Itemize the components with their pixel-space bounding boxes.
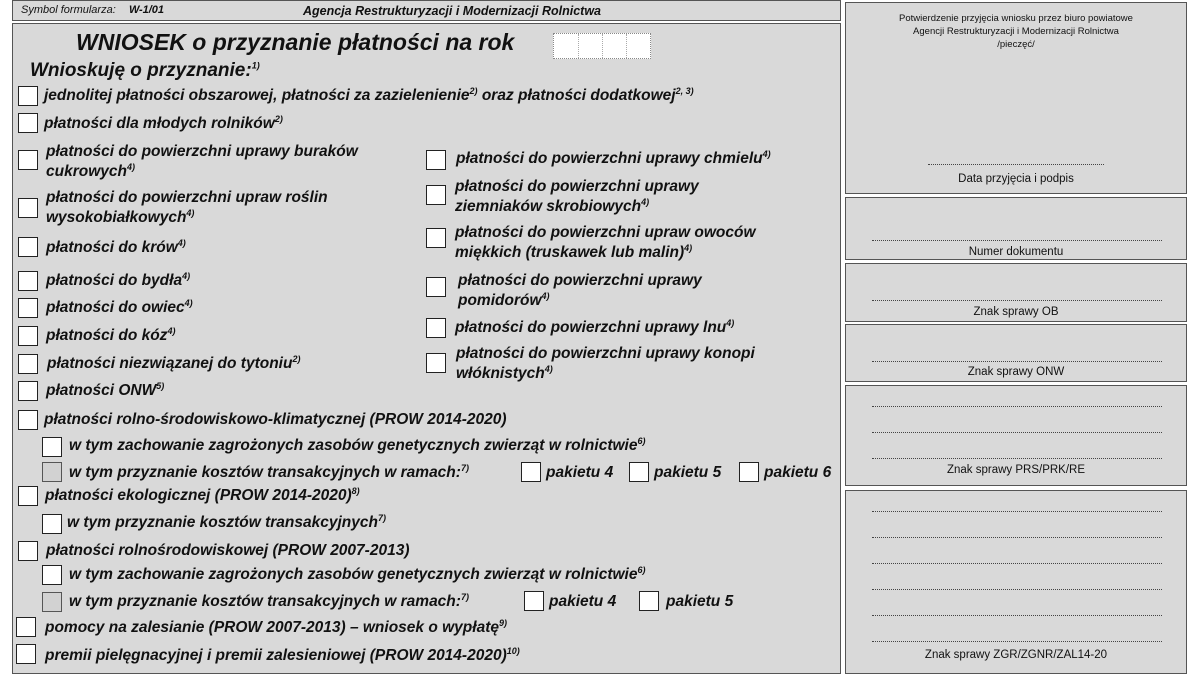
- checkbox-genetic-resources-2014[interactable]: [42, 437, 62, 457]
- document-number-box: [845, 197, 1187, 260]
- date-signature-label: Data przyjęcia i podpis: [958, 173, 1074, 185]
- checkbox-goats[interactable]: [18, 326, 38, 346]
- case-zgr-box: [845, 490, 1187, 674]
- checkbox-cattle[interactable]: [18, 271, 38, 291]
- case-zgr-field-5[interactable]: [872, 615, 1162, 616]
- checkbox-cows[interactable]: [18, 237, 38, 257]
- case-ob-field[interactable]: [872, 300, 1162, 301]
- checkbox-hemp[interactable]: [426, 353, 446, 373]
- checkbox-sheep[interactable]: [18, 298, 38, 318]
- checkbox-agri-env-climate[interactable]: [18, 410, 38, 430]
- option-package-5: pakietu 5: [654, 464, 722, 481]
- checkbox-transaction-costs-2007[interactable]: [42, 592, 62, 612]
- option-flax: płatności do powierzchni uprawy lnu$^{4)}$: [455, 317, 735, 336]
- option-genetic-resources-2007: w tym zachowanie zagrożonych zasobów genetycznych zwierząt w rolnictwie$^{6)}$: [69, 564, 646, 583]
- case-onw-box: [845, 324, 1187, 382]
- case-zgr-field-3[interactable]: [872, 563, 1162, 564]
- case-prs-field-3[interactable]: [872, 458, 1162, 459]
- form-header: [12, 0, 841, 21]
- year-field[interactable]: [553, 33, 651, 59]
- option-organic-transaction-costs: w tym przyznanie kosztów transakcyjnych$^{7)}$: [67, 512, 386, 531]
- option-sheep: płatności do owiec$^{4)}$: [46, 297, 193, 316]
- option-hemp: płatności do powierzchni uprawy konopi włóknistych$^{4)}$: [456, 345, 755, 382]
- option-goats: płatności do kóz$^{4)}$: [46, 325, 176, 344]
- case-zgr-label: Znak sprawy ZGR/ZGNR/ZAL14-20: [924, 649, 1108, 661]
- checkbox-package-4-2007[interactable]: [524, 591, 544, 611]
- option-agri-env-climate: płatności rolno-środowiskowo-klimatycznej (PROW 2014-2020): [44, 411, 507, 428]
- checkbox-single-area-payment[interactable]: [18, 86, 38, 106]
- option-starch-potatoes: płatności do powierzchni uprawy ziemniaków skrobiowych$^{4)}$: [455, 178, 699, 215]
- checkbox-organic[interactable]: [18, 486, 38, 506]
- option-package-6: pakietu 6: [764, 464, 832, 481]
- case-zgr-field-4[interactable]: [872, 589, 1162, 590]
- checkbox-package-5-2007[interactable]: [639, 591, 659, 611]
- receipt-caption: Potwierdzenie przyjęcia wniosku przez biuro powiatowe Agencji Restrukturyzacji i Modernizacji Rolnictwa /pieczęć/: [899, 13, 1133, 50]
- receipt-stamp-box: [845, 2, 1187, 194]
- case-zgr-field-1[interactable]: [872, 511, 1162, 512]
- case-onw-label: Znak sprawy ONW: [967, 366, 1065, 378]
- option-package-5-2007: pakietu 5: [666, 593, 734, 610]
- checkbox-flax[interactable]: [426, 318, 446, 338]
- checkbox-hops[interactable]: [426, 150, 446, 170]
- checkbox-package-6[interactable]: [739, 462, 759, 482]
- option-agri-env: płatności rolnośrodowiskowej (PROW 2007-2013): [46, 542, 410, 559]
- checkbox-package-5[interactable]: [629, 462, 649, 482]
- option-genetic-resources-2014: w tym zachowanie zagrożonych zasobów genetycznych zwierząt w rolnictwie$^{6)}$: [69, 435, 646, 454]
- checkbox-protein-crops[interactable]: [18, 198, 38, 218]
- case-zgr-field-6[interactable]: [872, 641, 1162, 642]
- symbol-label: Symbol formularza:: [21, 4, 116, 16]
- option-protein-crops: płatności do powierzchni upraw roślin wysokobiałkowych$^{4)}$: [46, 189, 328, 226]
- checkbox-young-farmers[interactable]: [18, 113, 38, 133]
- document-number-label: Numer dokumentu: [968, 246, 1064, 258]
- checkbox-package-4[interactable]: [521, 462, 541, 482]
- option-onw: płatności ONW$^{5)}$: [46, 380, 165, 399]
- checkbox-agri-env[interactable]: [18, 541, 38, 561]
- case-ob-label: Znak sprawy OB: [973, 306, 1059, 318]
- checkbox-onw[interactable]: [18, 381, 38, 401]
- case-prs-field-1[interactable]: [872, 406, 1162, 407]
- option-transaction-costs-2014: w tym przyznanie kosztów transakcyjnych w ramach:$^{7)}$: [69, 462, 469, 481]
- checkbox-starch-potatoes[interactable]: [426, 185, 446, 205]
- option-transaction-costs-2007: w tym przyznanie kosztów transakcyjnych w ramach:$^{7)}$: [69, 591, 469, 610]
- option-hops: płatności do powierzchni uprawy chmielu$^{4)}$: [456, 148, 771, 167]
- option-package-4-2007: pakietu 4: [549, 593, 617, 610]
- document-number-field[interactable]: [872, 240, 1162, 241]
- checkbox-tobacco[interactable]: [18, 354, 38, 374]
- checkbox-premiums[interactable]: [16, 644, 36, 664]
- option-soft-fruits: płatności do powierzchni upraw owoców miękkich (truskawek lub malin)$^{4)}$: [455, 224, 756, 261]
- option-package-4: pakietu 4: [546, 464, 614, 481]
- option-premiums: premii pielęgnacyjnej i premii zalesieniowej (PROW 2014-2020)$^{10)}$: [45, 645, 520, 664]
- option-organic: płatności ekologicznej (PROW 2014-2020)$^{8)}$: [45, 485, 360, 504]
- case-prs-field-2[interactable]: [872, 432, 1162, 433]
- case-zgr-field-2[interactable]: [872, 537, 1162, 538]
- option-single-area-payment: jednolitej płatności obszarowej, płatności za zazielenienie$^{2)}$ oraz płatności dodatkowej$^{2, 3)}$: [44, 85, 694, 104]
- option-cows: płatności do krów$^{4)}$: [46, 237, 186, 256]
- request-label: Wnioskuję o przyznanie:$^{1)}$: [30, 60, 260, 81]
- checkbox-afforestation-aid[interactable]: [16, 617, 36, 637]
- case-ob-box: [845, 263, 1187, 322]
- checkbox-tomatoes[interactable]: [426, 277, 446, 297]
- checkbox-genetic-resources-2007[interactable]: [42, 565, 62, 585]
- checkbox-sugar-beet[interactable]: [18, 150, 38, 170]
- option-tobacco: płatności niezwiązanej do tytoniu$^{2)}$: [47, 353, 301, 372]
- option-cattle: płatności do bydła$^{4)}$: [46, 270, 191, 289]
- checkbox-transaction-costs-2014[interactable]: [42, 462, 62, 482]
- case-onw-field[interactable]: [872, 361, 1162, 362]
- option-sugar-beet: płatności do powierzchni uprawy buraków cukrowych$^{4)}$: [46, 143, 358, 180]
- option-young-farmers: płatności dla młodych rolników$^{2)}$: [44, 113, 283, 132]
- page-title: WNIOSEK o przyznanie płatności na rok: [76, 29, 515, 55]
- case-prs-box: [845, 385, 1187, 486]
- option-tomatoes: płatności do powierzchni uprawy pomidorów$^{4)}$: [458, 272, 702, 309]
- symbol-value: W-1/01: [129, 4, 165, 16]
- footnote-ref: 1): [251, 60, 260, 71]
- agency-name: Agencja Restrukturyzacji i Modernizacji Rolnictwa: [303, 4, 601, 18]
- checkbox-soft-fruits[interactable]: [426, 228, 446, 248]
- case-prs-label: Znak sprawy PRS/PRK/RE: [946, 464, 1086, 476]
- option-afforestation-aid: pomocy na zalesianie (PROW 2007-2013) – wniosek o wypłatę$^{9)}$: [45, 617, 507, 636]
- checkbox-organic-transaction-costs[interactable]: [42, 514, 62, 534]
